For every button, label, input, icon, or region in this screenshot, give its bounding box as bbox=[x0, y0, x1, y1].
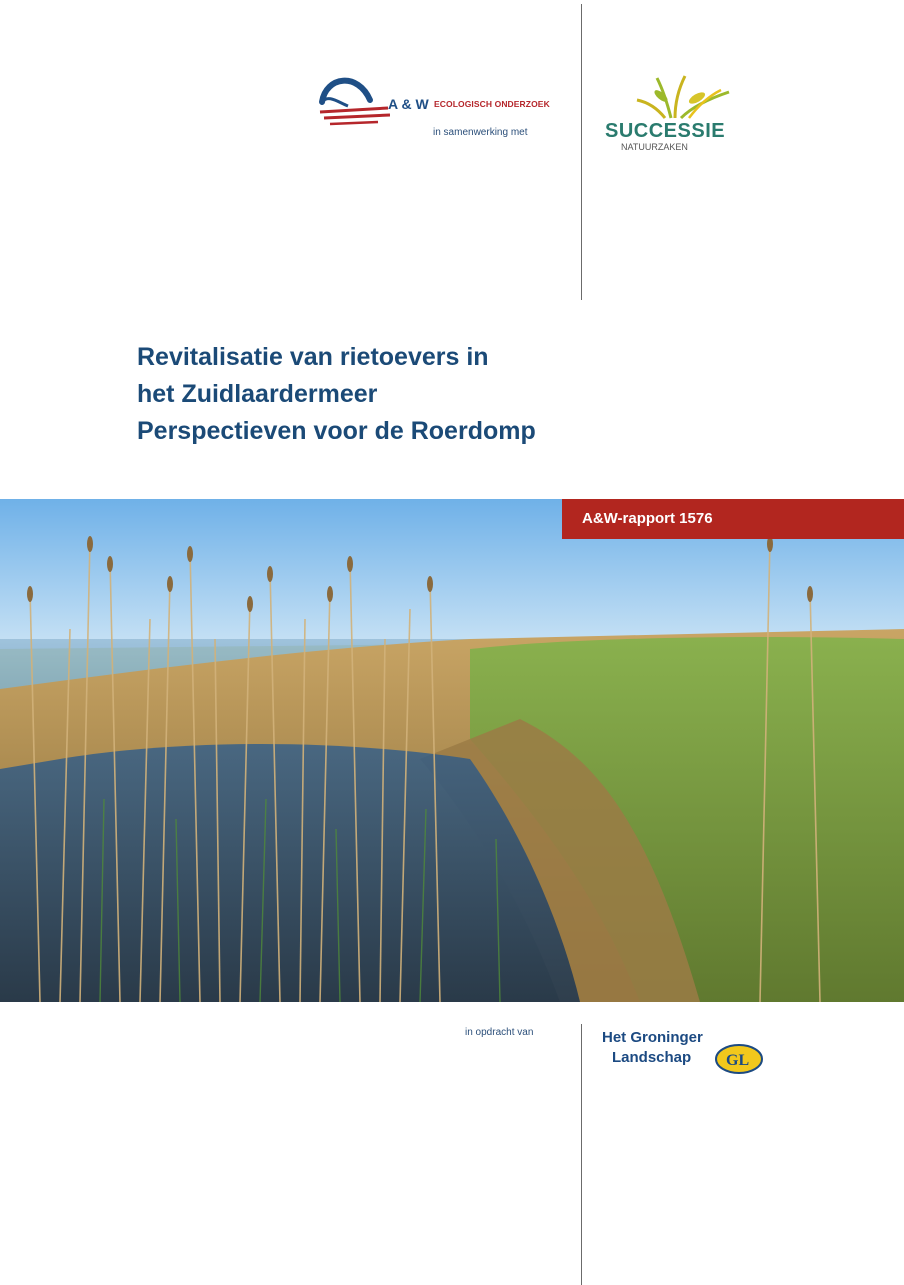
aw-brand-name: A & W bbox=[388, 96, 429, 112]
reed-shore-landscape-image bbox=[0, 499, 904, 1002]
aw-logo bbox=[318, 72, 558, 132]
client-name-line-2: Landschap bbox=[612, 1049, 692, 1066]
report-title bbox=[137, 339, 536, 450]
title-line-1: Revitalisatie van rietoevers in bbox=[137, 343, 489, 371]
title-line-2: het Zuidlaardermeer bbox=[137, 380, 378, 408]
aw-subtitle: ECOLOGISCH ONDERZOEK bbox=[434, 99, 550, 109]
client-name-line-1: Het Groninger bbox=[602, 1029, 703, 1046]
gl-badge-icon bbox=[715, 1044, 763, 1074]
reed-sprout-icon bbox=[601, 72, 771, 122]
collaboration-text: in samenwerking met bbox=[433, 127, 528, 138]
cover-photo bbox=[0, 499, 904, 1002]
commissioned-text: in opdracht van bbox=[465, 1027, 534, 1038]
top-divider-line bbox=[581, 4, 582, 300]
successie-logo bbox=[601, 72, 771, 152]
aw-swoosh-icon bbox=[318, 72, 390, 132]
successie-name: SUCCESSIE bbox=[605, 120, 726, 142]
title-line-3: Perspectieven voor de Roerdomp bbox=[137, 417, 536, 445]
groninger-landschap-logo bbox=[602, 1027, 772, 1079]
report-number-label: A&W-rapport 1576 bbox=[582, 510, 713, 527]
gl-badge-text: GL bbox=[726, 1052, 750, 1069]
successie-tagline: NATUURZAKEN bbox=[621, 142, 688, 152]
report-number-badge bbox=[562, 499, 904, 539]
bottom-divider-line bbox=[581, 1024, 582, 1285]
